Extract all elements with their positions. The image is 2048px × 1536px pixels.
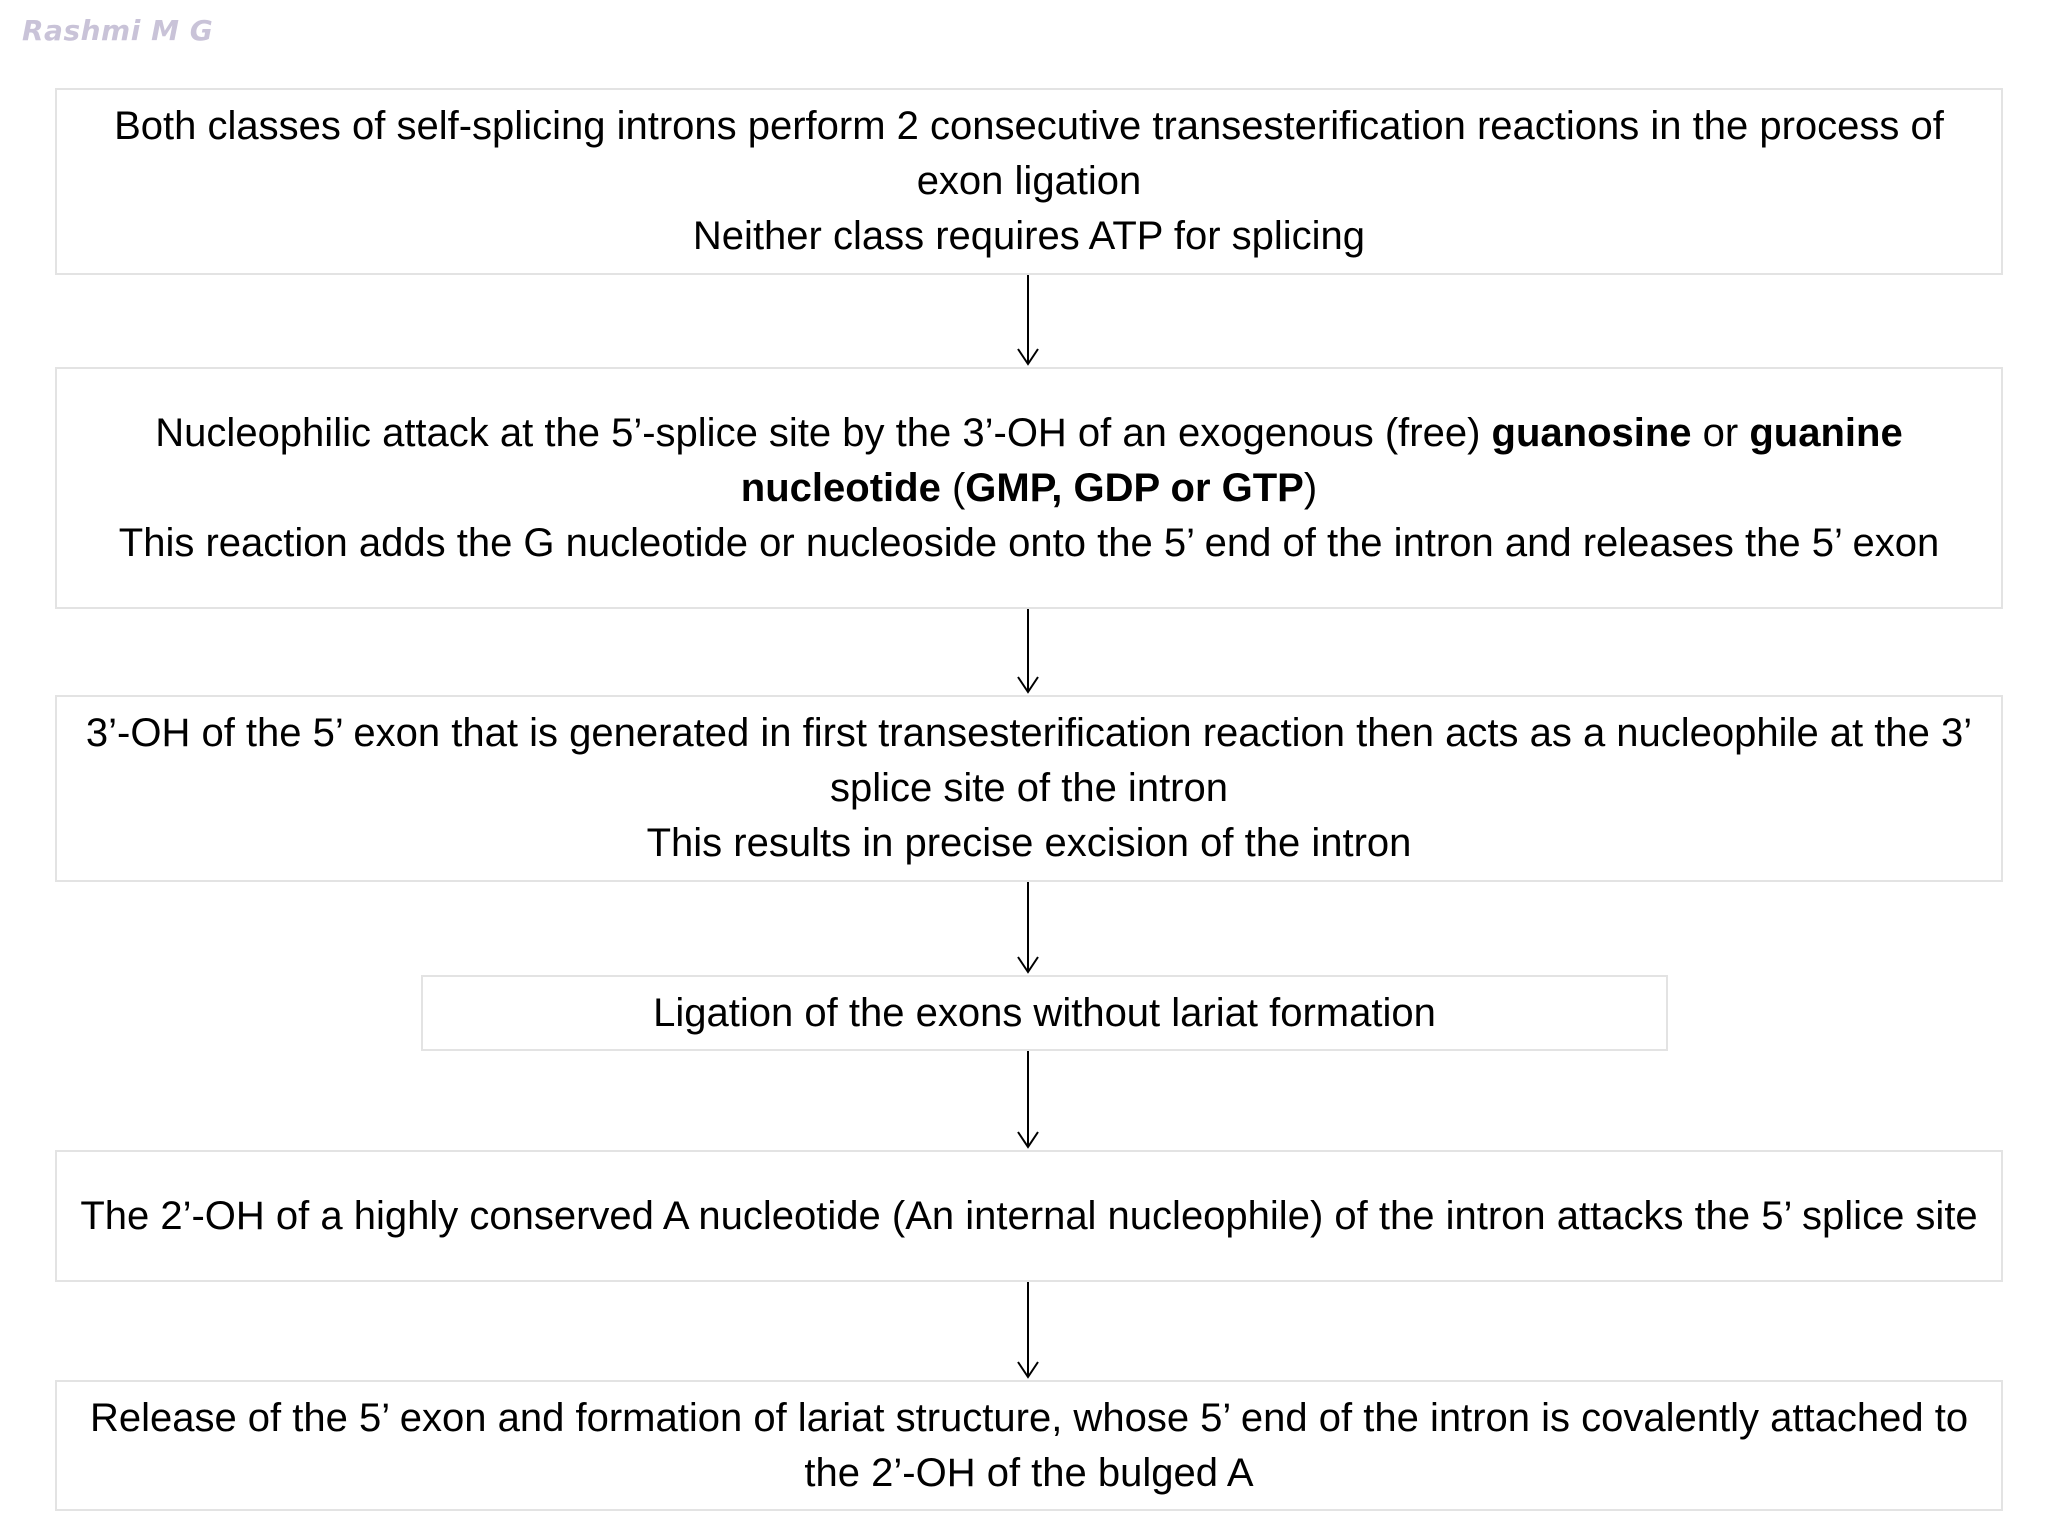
arrow-3-to-4: [1013, 882, 1043, 975]
step-3-box: [55, 695, 2003, 882]
step-3-text-2: This results in precise excision of the intron: [646, 821, 1412, 865]
step-2-text-plain-a: Nucleophilic attack at the 5’-splice site by the 3’-OH of an exogenous (free): [155, 410, 1492, 455]
step-2-text-2: This reaction adds the G nucleotide or nucleoside onto the 5’ end of the intron and releases the 5’ exon: [118, 520, 1940, 565]
step-2-text-1: [79, 406, 1979, 516]
gmp-gdp-gtp-term: GMP, GDP or GTP: [965, 465, 1304, 510]
step-4-text: Ligation of the exons without lariat formation: [653, 990, 1436, 1035]
step-2-text-plain-g: ): [1303, 465, 1318, 510]
step-6-box: [55, 1380, 2003, 1511]
step-5-text: The 2’-OH of a highly conserved A nucleotide (An internal nucleophile) of the intron attacks the 5’ splice site: [80, 1193, 1978, 1238]
step-1-box: [55, 88, 2003, 275]
step-5-box: [55, 1150, 2003, 1282]
guanosine-term: guanosine: [1491, 410, 1692, 455]
arrow-1-to-2: [1013, 275, 1043, 367]
arrow-4-to-5: [1013, 1051, 1043, 1150]
author-watermark: Rashmi M G: [22, 14, 214, 47]
step-6-text: Release of the 5’ exon and formation of lariat structure, whose 5’ end of the intron is covalently attached to the 2’-OH of the bulged A: [89, 1395, 1969, 1495]
step-4-box: [421, 975, 1668, 1051]
step-2-text-plain-e: (: [940, 465, 966, 510]
step-1-text-1: Both classes of self-splicing introns perform 2 consecutive transesterification reactions in the process of exon ligation: [114, 104, 1944, 203]
arrow-5-to-6: [1013, 1282, 1043, 1380]
guanine-nucleotide-term: guanine nucleotide: [740, 410, 1903, 510]
step-2-text-plain-c: or: [1691, 410, 1750, 455]
step-2-box: [55, 367, 2003, 609]
arrow-2-to-3: [1013, 609, 1043, 695]
step-1-text-2: Neither class requires ATP for splicing: [692, 214, 1366, 258]
step-3-text-1: 3’-OH of the 5’ exon that is generated in first transesterification reaction then acts as a nucleophile at the 3’ splice site of the intron: [85, 711, 1973, 810]
